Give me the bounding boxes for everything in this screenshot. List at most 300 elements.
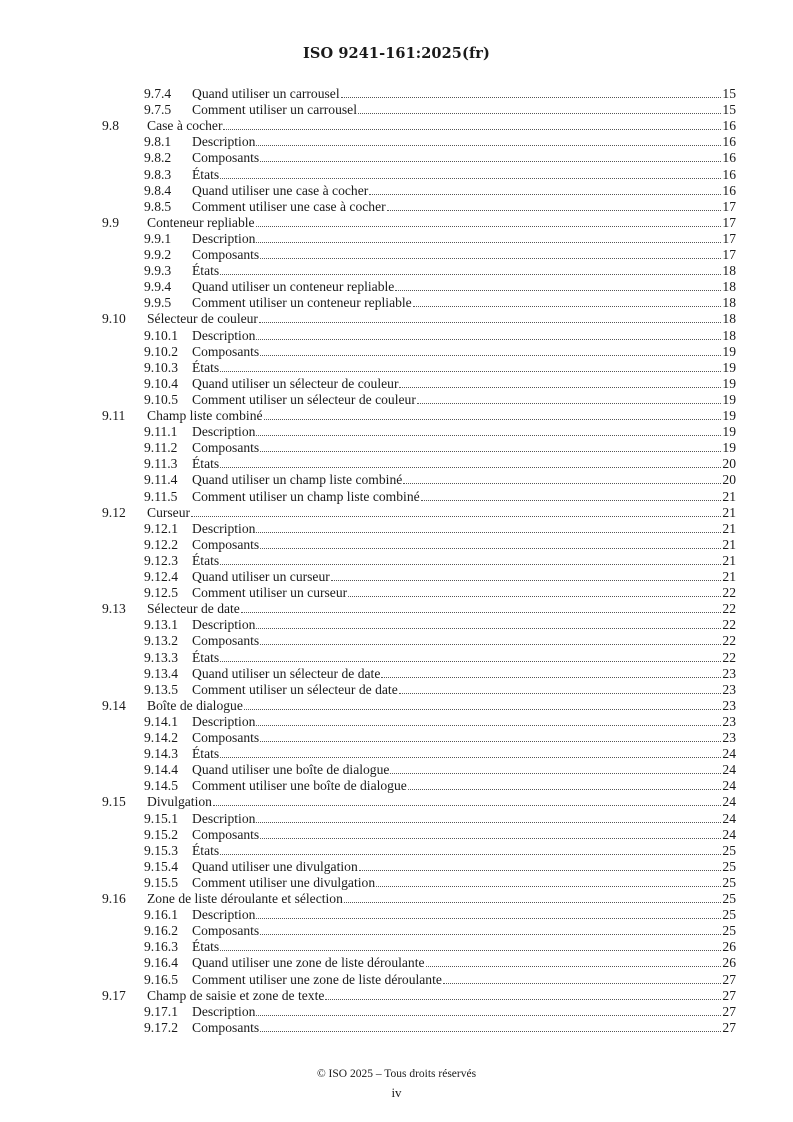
toc-entry-leader — [192, 440, 736, 456]
toc-entry-title: Quand utiliser un curseur — [192, 569, 330, 584]
toc-entry-leader — [192, 859, 736, 875]
dot-leader — [260, 537, 721, 549]
toc-entry-leader — [192, 907, 736, 923]
dot-leader — [390, 762, 721, 774]
toc-entry-page: 20 — [722, 472, 736, 488]
toc-entry-title: Quand utiliser un conteneur repliable — [192, 279, 395, 295]
toc-entry[interactable] — [0, 939, 793, 955]
toc-entry-title: Curseur — [147, 504, 191, 520]
toc-entry-page: 25 — [722, 907, 736, 923]
toc-entry[interactable] — [0, 424, 793, 440]
toc-entry-leader — [192, 167, 736, 183]
dot-leader — [260, 827, 721, 839]
toc-entry-number: 9.9.1 — [144, 230, 172, 246]
dot-leader — [244, 698, 721, 710]
toc-entry-title: États — [192, 746, 220, 762]
toc-entry-leader — [192, 650, 736, 666]
toc-entry-page: 17 — [722, 230, 736, 246]
toc-entry-page: 21 — [722, 504, 736, 520]
dot-leader — [369, 183, 721, 195]
toc-entry[interactable] — [0, 891, 793, 907]
toc-entry[interactable] — [0, 827, 793, 843]
toc-entry-page: 15 — [722, 86, 736, 101]
toc-entry-leader — [147, 311, 736, 327]
toc-entry[interactable] — [0, 972, 793, 988]
toc-entry-leader — [192, 553, 736, 569]
toc-entry[interactable] — [0, 633, 793, 649]
toc-entry[interactable] — [0, 553, 793, 569]
toc-entry-leader — [192, 424, 736, 440]
toc-entry[interactable] — [0, 1004, 793, 1020]
toc-entry[interactable] — [0, 102, 793, 118]
toc-entry-title: États — [192, 939, 220, 955]
toc-entry-page: 23 — [722, 681, 736, 697]
toc-entry-page: 17 — [722, 247, 736, 262]
toc-entry-title: Composants — [192, 1019, 260, 1035]
toc-entry[interactable] — [0, 843, 793, 859]
dot-leader — [256, 617, 721, 629]
toc-entry[interactable] — [0, 537, 793, 553]
dot-leader — [260, 633, 721, 645]
toc-entry[interactable] — [0, 167, 793, 183]
toc-entry[interactable] — [0, 988, 793, 1004]
toc-entry-title: Comment utiliser une zone de liste déroulante — [192, 971, 442, 987]
toc-entry-title: Case à cocher — [147, 118, 223, 134]
toc-entry-leader — [147, 988, 736, 1004]
toc-entry-page: 21 — [722, 520, 736, 536]
toc-entry[interactable] — [0, 328, 793, 344]
toc-entry-leader — [192, 392, 736, 408]
dot-leader — [331, 569, 721, 581]
toc-entry[interactable] — [0, 762, 793, 778]
dot-leader — [256, 521, 721, 533]
toc-entry[interactable] — [0, 489, 793, 505]
toc-entry-title: Description — [192, 617, 256, 633]
toc-entry-page: 16 — [722, 150, 736, 166]
document-header: ISO 9241-161:2025(fr) — [303, 45, 490, 62]
dot-leader — [348, 585, 721, 597]
dot-leader — [220, 263, 721, 275]
toc-entry-page: 22 — [722, 617, 736, 633]
toc-entry[interactable] — [0, 376, 793, 392]
dot-leader — [264, 408, 721, 420]
toc-entry-title: Quand utiliser un sélecteur de date — [192, 665, 381, 681]
dot-leader — [260, 247, 721, 259]
dot-leader — [256, 1004, 721, 1016]
dot-leader — [381, 666, 721, 678]
toc-entry-page: 27 — [722, 987, 736, 1003]
toc-entry-page: 16 — [722, 118, 736, 134]
dot-leader — [344, 891, 721, 903]
toc-entry-title: Divulgation — [147, 794, 212, 810]
toc-entry[interactable] — [0, 134, 793, 150]
dot-leader — [256, 811, 721, 823]
toc-entry-page: 25 — [722, 842, 736, 858]
toc-entry-title: Zone de liste déroulante et sélection — [147, 891, 343, 906]
toc-entry-page: 27 — [722, 971, 736, 987]
toc-entry-leader — [192, 843, 736, 859]
toc-entry-page: 24 — [722, 762, 736, 778]
toc-entry[interactable] — [0, 907, 793, 923]
toc-entry-title: Composants — [192, 343, 260, 359]
toc-entry-page: 18 — [722, 279, 736, 295]
toc-entry-leader — [192, 714, 736, 730]
toc-entry-leader — [192, 666, 736, 682]
toc-entry-leader — [192, 585, 736, 601]
toc-entry[interactable] — [0, 569, 793, 585]
toc-entry-leader — [192, 134, 736, 150]
toc-entry-leader — [192, 617, 736, 633]
toc-entry-page: 18 — [722, 311, 736, 327]
toc-entry-leader — [192, 263, 736, 279]
toc-entry-page: 18 — [722, 263, 736, 279]
toc-entry[interactable] — [0, 456, 793, 472]
toc-entry-number: 9.10.1 — [144, 327, 178, 343]
toc-entry-leader — [192, 328, 736, 344]
dot-leader — [259, 311, 721, 323]
toc-entry-page: 26 — [722, 955, 736, 971]
toc-entry-page: 22 — [722, 601, 736, 617]
dot-leader — [220, 746, 721, 758]
toc-entry-number: 9.15.1 — [144, 810, 178, 826]
toc-entry-title: États — [192, 456, 220, 472]
toc-entry-leader — [147, 408, 736, 424]
toc-entry[interactable] — [0, 505, 793, 521]
toc-entry-leader — [192, 279, 736, 295]
toc-entry-title: Description — [192, 520, 256, 536]
toc-entry-page: 22 — [722, 633, 736, 649]
toc-entry-title: Comment utiliser un conteneur repliable — [192, 295, 412, 311]
toc-entry-title: Quand utiliser une divulgation — [192, 858, 358, 874]
dot-leader — [376, 875, 721, 887]
toc-entry[interactable] — [0, 150, 793, 166]
toc-entry-page: 24 — [722, 746, 736, 762]
dot-leader — [260, 344, 721, 356]
toc-entry-page: 23 — [722, 730, 736, 745]
toc-entry-number: 9.17 — [102, 987, 126, 1003]
dot-leader — [191, 505, 721, 517]
dot-leader — [220, 167, 721, 179]
toc-entry-leader — [192, 489, 736, 505]
toc-entry[interactable] — [0, 183, 793, 199]
toc-entry-number: 9.14.4 — [144, 762, 178, 778]
toc-entry[interactable] — [0, 746, 793, 762]
toc-entry-page: 16 — [722, 166, 736, 182]
dot-leader — [426, 955, 721, 967]
toc-entry-number: 9.11.3 — [144, 456, 178, 472]
toc-entry-number: 9.16 — [102, 891, 126, 906]
toc-entry-page: 27 — [722, 1019, 736, 1035]
toc-entry[interactable] — [0, 730, 793, 746]
dot-leader — [359, 859, 721, 871]
dot-leader — [341, 86, 721, 98]
toc-entry-page: 22 — [722, 649, 736, 665]
dot-leader — [220, 456, 721, 468]
toc-entry-number: 9.9.2 — [144, 247, 172, 262]
toc-entry-leader — [192, 521, 736, 537]
dot-leader — [399, 376, 721, 388]
toc-entry-page: 21 — [722, 488, 736, 504]
toc-entry-number: 9.10.5 — [144, 391, 178, 407]
toc-entry-number: 9.13.1 — [144, 617, 178, 633]
toc-entry-number: 9.12.4 — [144, 569, 178, 584]
toc-entry-number: 9.9.3 — [144, 263, 172, 279]
dot-leader — [413, 295, 721, 307]
toc-entry-leader — [192, 295, 736, 311]
toc-entry[interactable] — [0, 521, 793, 537]
toc-entry[interactable] — [0, 617, 793, 633]
dot-leader — [421, 489, 721, 501]
toc-entry-title: Comment utiliser un champ liste combiné — [192, 488, 420, 504]
toc-entry[interactable] — [0, 794, 793, 810]
toc-entry-title: Conteneur repliable — [147, 214, 255, 230]
toc-entry[interactable] — [0, 199, 793, 215]
toc-entry-leader — [192, 939, 736, 955]
toc-entry-leader — [192, 150, 736, 166]
toc-entry-title: Sélecteur de couleur — [147, 311, 258, 327]
toc-entry-leader — [192, 827, 736, 843]
dot-leader — [399, 682, 721, 694]
toc-entry[interactable] — [0, 231, 793, 247]
toc-entry-number: 9.16.4 — [144, 955, 178, 971]
toc-entry-title: Champ de saisie et zone de texte — [147, 987, 325, 1003]
dot-leader — [443, 972, 721, 984]
toc-entry[interactable] — [0, 392, 793, 408]
dot-leader — [395, 279, 721, 291]
toc-entry-title: Description — [192, 907, 256, 923]
toc-entry[interactable] — [0, 585, 793, 601]
toc-entry-leader — [192, 972, 736, 988]
toc-entry-leader — [147, 698, 736, 714]
toc-entry-page: 21 — [722, 536, 736, 552]
toc-entry-leader — [192, 360, 736, 376]
toc-entry[interactable] — [0, 859, 793, 875]
toc-entry-page: 24 — [722, 810, 736, 826]
toc-entry[interactable] — [0, 682, 793, 698]
toc-entry-title: Champ liste combiné — [147, 408, 263, 423]
dot-leader — [220, 360, 721, 372]
toc-entry-leader — [192, 183, 736, 199]
toc-entry-number: 9.14.2 — [144, 730, 178, 745]
toc-entry-number: 9.13 — [102, 601, 126, 617]
toc-entry[interactable] — [0, 698, 793, 714]
toc-entry-title: Description — [192, 134, 256, 150]
toc-entry-number: 9.15.4 — [144, 858, 178, 874]
toc-entry-page: 15 — [722, 102, 736, 118]
toc-entry-title: États — [192, 263, 220, 279]
toc-entry-page: 19 — [722, 408, 736, 423]
toc-entry-number: 9.9.5 — [144, 295, 172, 311]
dot-leader — [220, 650, 721, 662]
dot-leader — [220, 553, 721, 565]
dot-leader — [256, 328, 721, 340]
toc-entry-page: 16 — [722, 182, 736, 198]
toc-entry-leader — [147, 601, 736, 617]
toc-entry-leader — [192, 569, 736, 585]
toc-entry[interactable] — [0, 875, 793, 891]
toc-entry[interactable] — [0, 360, 793, 376]
toc-entry[interactable] — [0, 1020, 793, 1036]
toc-entry-leader — [192, 231, 736, 247]
toc-entry-title: Composants — [192, 150, 260, 166]
dot-leader — [220, 939, 721, 951]
dot-leader — [417, 392, 721, 404]
toc-entry-leader — [192, 86, 736, 102]
toc-entry-title: Composants — [192, 247, 260, 262]
toc-entry-number: 9.10.2 — [144, 343, 178, 359]
dot-leader — [408, 778, 721, 790]
toc-entry-page: 19 — [722, 424, 736, 440]
toc-entry-number: 9.14.1 — [144, 713, 178, 729]
toc-entry-title: Composants — [192, 923, 260, 939]
toc-entry-page: 20 — [722, 456, 736, 472]
toc-entry-number: 9.14.3 — [144, 746, 178, 762]
toc-entry-title: Composants — [192, 440, 260, 456]
toc-entry-number: 9.11.4 — [144, 472, 178, 488]
toc-entry-number: 9.16.2 — [144, 923, 178, 939]
toc-entry-number: 9.14 — [102, 697, 126, 713]
toc-entry-title: Boîte de dialogue — [147, 697, 243, 713]
toc-entry-number: 9.11.2 — [144, 440, 178, 456]
toc-entry-number: 9.13.2 — [144, 633, 178, 649]
toc-entry[interactable] — [0, 215, 793, 231]
toc-entry[interactable] — [0, 666, 793, 682]
toc-entry-leader — [192, 456, 736, 472]
toc-entry-page: 17 — [722, 198, 736, 214]
toc-entry-page: 27 — [722, 1003, 736, 1019]
toc-entry-leader — [147, 794, 736, 810]
toc-entry-title: Quand utiliser une case à cocher — [192, 182, 369, 198]
toc-entry-number: 9.8 — [102, 118, 119, 134]
toc-entry-leader — [147, 505, 736, 521]
toc-entry-leader — [192, 247, 736, 263]
toc-entry-leader — [192, 875, 736, 891]
toc-entry-page: 19 — [722, 343, 736, 359]
dot-leader — [256, 907, 721, 919]
toc-entry-leader — [192, 762, 736, 778]
toc-entry-page: 25 — [722, 858, 736, 874]
toc-entry-number: 9.8.2 — [144, 150, 172, 166]
dot-leader — [358, 102, 721, 114]
toc-entry-number: 9.10.3 — [144, 359, 178, 375]
toc-entry-leader — [192, 778, 736, 794]
toc-entry-number: 9.14.5 — [144, 778, 178, 794]
dot-leader — [260, 923, 721, 935]
toc-entry-title: Composants — [192, 826, 260, 842]
toc-entry-title: Quand utiliser une zone de liste déroulante — [192, 955, 425, 971]
toc-entry[interactable] — [0, 295, 793, 311]
toc-entry-page: 18 — [722, 327, 736, 343]
toc-entry-title: Quand utiliser une boîte de dialogue — [192, 762, 390, 778]
dot-leader — [223, 118, 721, 130]
toc-entry-number: 9.9 — [102, 214, 119, 230]
toc-entry[interactable] — [0, 279, 793, 295]
toc-entry-number: 9.16.1 — [144, 907, 178, 923]
toc-entry-page: 21 — [722, 569, 736, 584]
toc-entry[interactable] — [0, 311, 793, 327]
toc-entry[interactable] — [0, 650, 793, 666]
toc-entry[interactable] — [0, 955, 793, 971]
toc-entry[interactable] — [0, 86, 793, 102]
toc-entry-title: Comment utiliser un sélecteur de couleur — [192, 391, 416, 407]
toc-entry[interactable] — [0, 263, 793, 279]
dot-leader — [256, 424, 721, 436]
toc-entry[interactable] — [0, 440, 793, 456]
toc-entry-number: 9.13.5 — [144, 681, 178, 697]
toc-entry-leader — [192, 472, 736, 488]
toc-entry-leader — [192, 923, 736, 939]
toc-entry-number: 9.12 — [102, 504, 126, 520]
toc-entry-title: Description — [192, 713, 256, 729]
toc-entry[interactable] — [0, 408, 793, 424]
toc-entry-title: Composants — [192, 633, 260, 649]
toc-entry-number: 9.12.2 — [144, 536, 178, 552]
toc-entry-number: 9.8.4 — [144, 182, 172, 198]
copyright-notice: © ISO 2025 – Tous droits réservés — [316, 1068, 477, 1080]
toc-entry-title: Comment utiliser un carrousel — [192, 102, 357, 118]
dot-leader — [256, 134, 721, 146]
toc-entry-leader — [192, 746, 736, 762]
toc-entry-title: États — [192, 359, 220, 375]
toc-entry-title: Description — [192, 1003, 256, 1019]
toc-entry[interactable] — [0, 118, 793, 134]
toc-entry-number: 9.13.4 — [144, 665, 178, 681]
toc-entry-number: 9.15.5 — [144, 874, 178, 890]
toc-entry-number: 9.15.3 — [144, 842, 178, 858]
toc-entry-number: 9.17.1 — [144, 1003, 178, 1019]
toc-entry-number: 9.7.4 — [144, 86, 172, 101]
toc-entry[interactable] — [0, 811, 793, 827]
toc-entry[interactable] — [0, 247, 793, 263]
dot-leader — [213, 794, 721, 806]
toc-entry-leader — [147, 215, 736, 231]
dot-leader — [260, 730, 721, 742]
toc-entry-title: Quand utiliser un champ liste combiné — [192, 472, 403, 488]
toc-entry-number: 9.15 — [102, 794, 126, 810]
toc-entry[interactable] — [0, 344, 793, 360]
toc-entry-title: États — [192, 166, 220, 182]
toc-entry-number: 9.12.1 — [144, 520, 178, 536]
toc-entry-title: Comment utiliser un sélecteur de date — [192, 681, 398, 697]
toc-entry-number: 9.7.5 — [144, 102, 172, 118]
dot-leader — [256, 714, 721, 726]
dot-leader — [256, 215, 721, 227]
toc-entry-number: 9.12.3 — [144, 552, 178, 568]
toc-entry[interactable] — [0, 601, 793, 617]
dot-leader — [403, 472, 721, 484]
dot-leader — [260, 1020, 721, 1032]
toc-entry-title: Composants — [192, 536, 260, 552]
toc-entry-number: 9.11 — [102, 408, 126, 423]
toc-entry-leader — [192, 537, 736, 553]
toc-entry[interactable] — [0, 472, 793, 488]
toc-entry[interactable] — [0, 778, 793, 794]
toc-entry-title: États — [192, 842, 220, 858]
toc-entry-page: 18 — [722, 295, 736, 311]
toc-entry[interactable] — [0, 714, 793, 730]
toc-entry[interactable] — [0, 923, 793, 939]
dot-leader — [241, 601, 721, 613]
toc-entry-page: 24 — [722, 826, 736, 842]
dot-leader — [256, 231, 721, 243]
toc-entry-number: 9.16.5 — [144, 971, 178, 987]
toc-entry-number: 9.17.2 — [144, 1019, 178, 1035]
toc-entry-page: 23 — [722, 713, 736, 729]
dot-leader — [387, 199, 721, 211]
toc-entry-title: Description — [192, 424, 256, 440]
toc-entry-number: 9.9.4 — [144, 279, 172, 295]
toc-entry-page: 24 — [722, 794, 736, 810]
